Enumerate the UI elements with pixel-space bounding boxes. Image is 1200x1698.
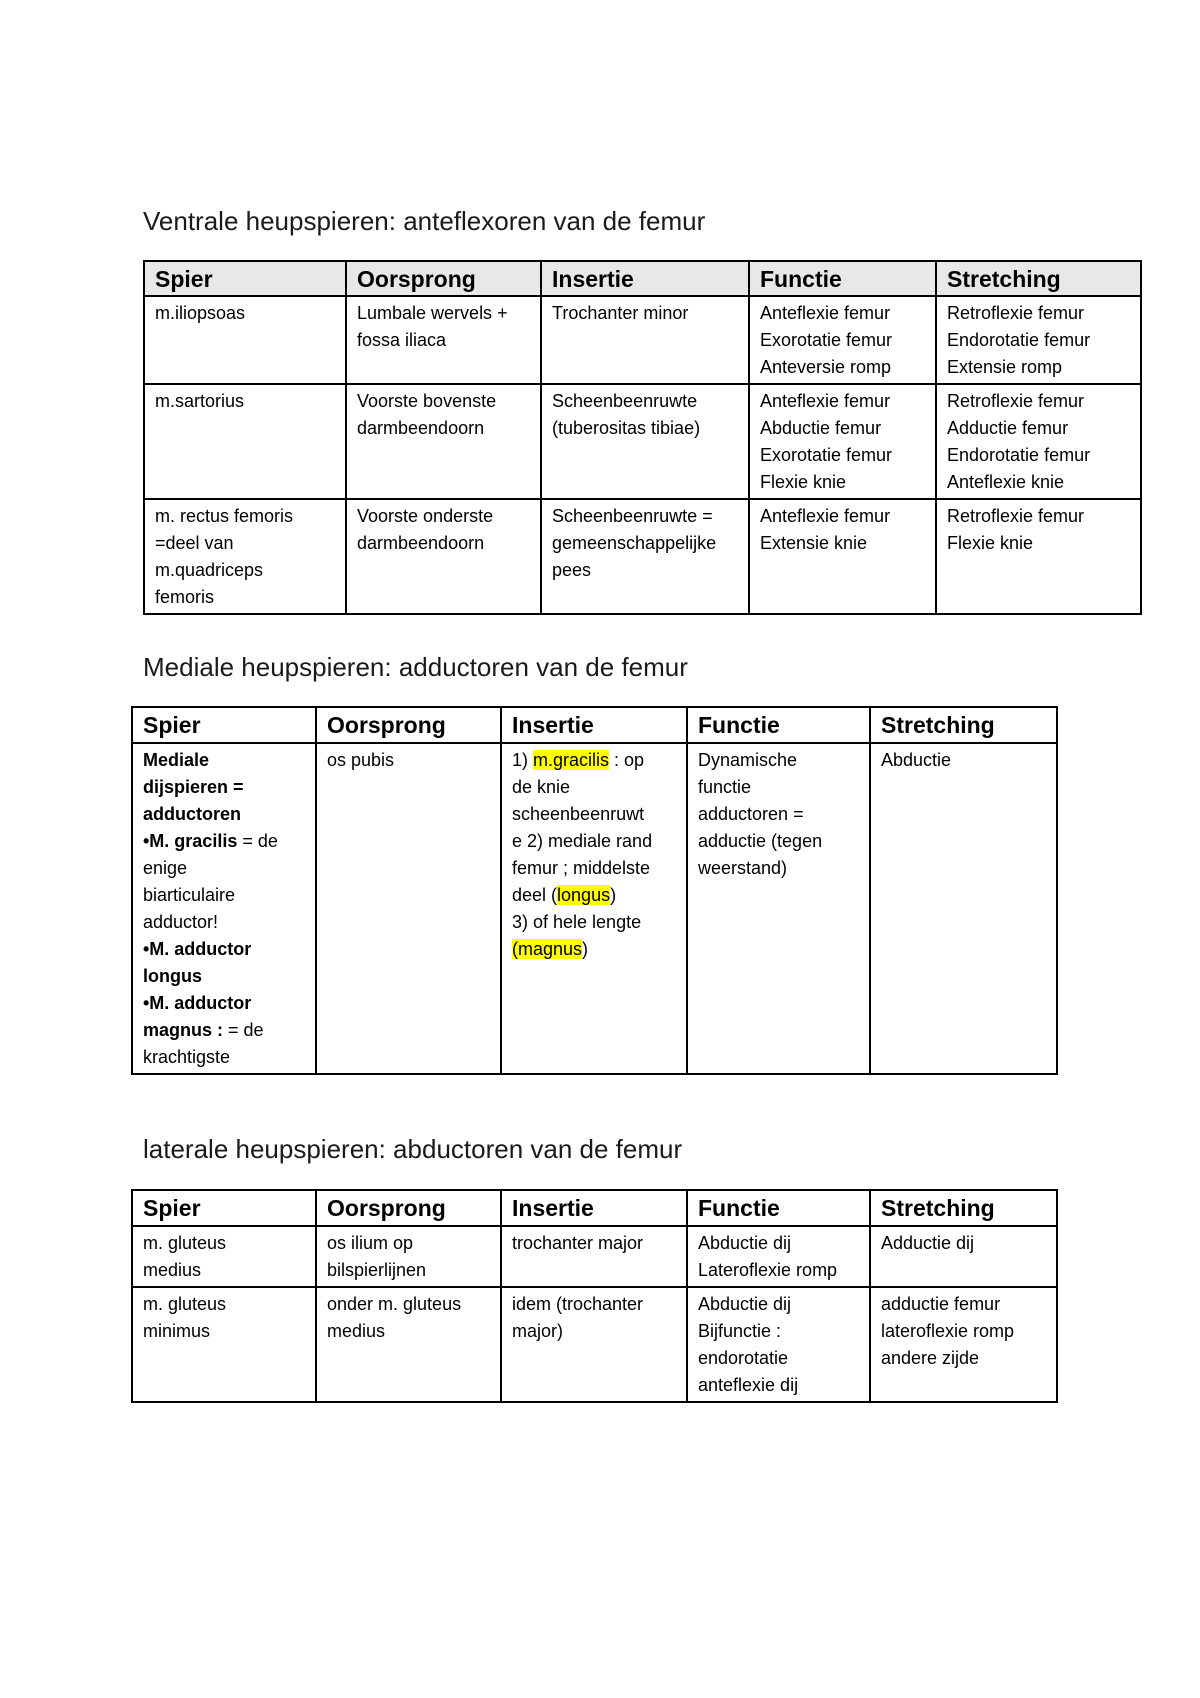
table-row (144, 384, 1141, 499)
highlighted-text (512, 939, 582, 959)
section1-heading: Ventrale heupspieren: anteflexoren van de femur (143, 206, 706, 236)
cell-line: darmbeendoorn (357, 533, 485, 553)
cell-functie (687, 1226, 870, 1287)
header-functie: Functie (749, 261, 936, 296)
cell-oorsprong (346, 499, 541, 614)
cell-line: krachtigste (143, 1047, 231, 1067)
section3-heading: laterale heupspieren: abductoren van de femur (143, 1134, 683, 1164)
table-row (132, 1287, 1057, 1402)
header-insertie: Insertie (501, 1190, 687, 1226)
cell-line: os pubis (327, 750, 395, 770)
cell-line: Abductie dij (698, 1233, 792, 1253)
cell-stretching (936, 384, 1141, 499)
cell-line: andere zijde (881, 1348, 980, 1368)
cell-line: femoris (155, 587, 215, 607)
header-stretching: Stretching (936, 261, 1141, 296)
table-row (132, 1226, 1057, 1287)
header-oorsprong: Oorsprong (346, 261, 541, 296)
cell-line: Lumbale wervels + (357, 303, 508, 323)
cell-line: Adductie femur (947, 418, 1069, 438)
text-fragment: deel ( (512, 885, 558, 905)
cell-spier (132, 1226, 316, 1287)
cell-line: •M. adductor (143, 939, 252, 959)
cell-line: adductoren = (698, 804, 804, 824)
cell-line: Scheenbeenruwte = (552, 506, 713, 526)
medial-muscles-table (131, 706, 1058, 1075)
cell-insertie (541, 384, 749, 499)
table-row (144, 296, 1141, 384)
muscle-name: magnus : (143, 1020, 224, 1040)
table-header-row (132, 1190, 1057, 1226)
cell-line: Adductie dij (881, 1233, 975, 1253)
highlighted-text: m.gracilis (533, 750, 610, 770)
cell-spier (132, 1287, 316, 1402)
header-spier: Spier (132, 1190, 316, 1226)
cell-line (143, 828, 305, 855)
header-stretching: Stretching (870, 707, 1057, 743)
cell-insertie (501, 743, 687, 1074)
cell-line: darmbeendoorn (357, 418, 485, 438)
cell-line: Anteflexie femur (760, 506, 891, 526)
cell-line: Endorotatie femur (947, 330, 1091, 350)
header-insertie: Insertie (501, 707, 687, 743)
cell-line: pees (552, 560, 592, 580)
cell-line: Retroflexie femur (947, 303, 1085, 323)
cell-line: adductoren (143, 804, 242, 824)
cell-functie (749, 296, 936, 384)
header-insertie: Insertie (541, 261, 749, 296)
cell-line: Anteflexie femur (760, 391, 891, 411)
cell-line: Retroflexie femur (947, 506, 1085, 526)
cell-line (143, 1017, 305, 1044)
cell-line: Bijfunctie : (698, 1321, 782, 1341)
cell-line: Extensie romp (947, 357, 1063, 377)
text-fragment: 1) (512, 750, 534, 770)
cell-line: anteflexie dij (698, 1375, 799, 1395)
cell-line: onder m. gluteus (327, 1294, 462, 1314)
section2-heading: Mediale heupspieren: adductoren van de femur (143, 652, 688, 682)
cell-line: m. gluteus (143, 1233, 227, 1253)
cell-line (512, 882, 676, 909)
cell-line: Abductie femur (760, 418, 882, 438)
header-functie: Functie (687, 707, 870, 743)
cell-line: adductie (tegen (698, 831, 823, 851)
cell-line: Anteflexie femur (760, 303, 891, 323)
cell-line: Anteflexie knie (947, 472, 1065, 492)
cell-spier (144, 384, 346, 499)
cell-line: bilspierlijnen (327, 1260, 427, 1280)
cell-insertie (501, 1226, 687, 1287)
cell-line: os ilium op (327, 1233, 414, 1253)
cell-line: Trochanter minor (552, 303, 689, 323)
cell-stretching (936, 296, 1141, 384)
text-fragment: ) (610, 885, 617, 905)
table-header-row (132, 707, 1057, 743)
cell-line: dijspieren = (143, 777, 244, 797)
cell-line: functie (698, 777, 752, 797)
cell-functie (687, 743, 870, 1074)
cell-line: m.sartorius (155, 391, 245, 411)
cell-line: Anteversie romp (760, 357, 892, 377)
cell-line: scheenbeenruwt (512, 804, 645, 824)
cell-oorsprong (346, 384, 541, 499)
cell-line: m. rectus femoris (155, 506, 294, 526)
text-fragment: ( (512, 939, 518, 959)
cell-line: major) (512, 1321, 564, 1341)
muscle-note: = de (223, 1020, 264, 1040)
table-header-row (144, 261, 1141, 296)
header-oorsprong: Oorsprong (316, 1190, 501, 1226)
cell-line: adductor! (143, 912, 219, 932)
text-fragment: magnus (518, 939, 583, 959)
text-fragment: ) (582, 939, 589, 959)
cell-line: Flexie knie (947, 533, 1034, 553)
cell-line (512, 936, 676, 963)
ventral-muscles-table (143, 260, 1142, 615)
cell-line: biarticulaire (143, 885, 236, 905)
cell-line: Endorotatie femur (947, 445, 1091, 465)
cell-line: Abductie dij (698, 1294, 792, 1314)
cell-oorsprong (316, 1226, 501, 1287)
header-spier: Spier (144, 261, 346, 296)
cell-line: Exorotatie femur (760, 330, 893, 350)
cell-line: medius (143, 1260, 202, 1280)
cell-stretching (870, 743, 1057, 1074)
cell-functie (749, 384, 936, 499)
cell-line: trochanter major (512, 1233, 644, 1253)
lateral-muscles-table (131, 1189, 1058, 1403)
cell-line: Abductie (881, 750, 952, 770)
cell-insertie (501, 1287, 687, 1402)
cell-line: Extensie knie (760, 533, 868, 553)
cell-stretching (936, 499, 1141, 614)
cell-line: Exorotatie femur (760, 445, 893, 465)
cell-line: weerstand) (698, 858, 788, 878)
cell-oorsprong (316, 743, 501, 1074)
cell-line: Voorste onderste (357, 506, 494, 526)
cell-oorsprong (316, 1287, 501, 1402)
cell-line: Retroflexie femur (947, 391, 1085, 411)
cell-spier (144, 499, 346, 614)
cell-stretching (870, 1226, 1057, 1287)
cell-line: Scheenbeenruwte (552, 391, 698, 411)
cell-spier (132, 743, 316, 1074)
cell-stretching (870, 1287, 1057, 1402)
cell-line: minimus (143, 1321, 211, 1341)
cell-insertie (541, 296, 749, 384)
text-fragment: : op (609, 750, 645, 770)
cell-line: adductie femur (881, 1294, 1001, 1314)
cell-insertie (541, 499, 749, 614)
cell-oorsprong (346, 296, 541, 384)
table-row (132, 743, 1057, 1074)
cell-line: Lateroflexie romp (698, 1260, 838, 1280)
cell-line: 3) of hele lengte (512, 912, 642, 932)
cell-line: longus (143, 966, 202, 986)
cell-line: Flexie knie (760, 472, 847, 492)
cell-line: e 2) mediale rand (512, 831, 653, 851)
highlighted-text: longus (557, 885, 611, 905)
header-functie: Functie (687, 1190, 870, 1226)
cell-line: =deel van (155, 533, 234, 553)
header-stretching: Stretching (870, 1190, 1057, 1226)
cell-line: idem (trochanter (512, 1294, 644, 1314)
cell-line: Voorste bovenste (357, 391, 497, 411)
cell-functie (749, 499, 936, 614)
header-spier: Spier (132, 707, 316, 743)
header-oorsprong: Oorsprong (316, 707, 501, 743)
cell-line: Mediale (143, 750, 210, 770)
cell-functie (687, 1287, 870, 1402)
cell-line: m.quadriceps (155, 560, 264, 580)
cell-line: lateroflexie romp (881, 1321, 1015, 1341)
muscle-name: •M. gracilis (143, 831, 238, 851)
cell-line: medius (327, 1321, 386, 1341)
cell-line: enige (143, 858, 188, 878)
cell-line: Dynamische (698, 750, 798, 770)
cell-spier (144, 296, 346, 384)
cell-line: m. gluteus (143, 1294, 227, 1314)
muscle-note: = de (237, 831, 278, 851)
cell-line: •M. adductor (143, 993, 252, 1013)
cell-line: de knie (512, 777, 571, 797)
cell-line: fossa iliaca (357, 330, 447, 350)
cell-line: (tuberositas tibiae) (552, 418, 701, 438)
cell-line: femur ; middelste (512, 858, 651, 878)
cell-line: endorotatie (698, 1348, 789, 1368)
cell-line: gemeenschappelijke (552, 533, 717, 553)
cell-line: m.iliopsoas (155, 303, 246, 323)
table-row (144, 499, 1141, 614)
cell-line (512, 747, 676, 774)
